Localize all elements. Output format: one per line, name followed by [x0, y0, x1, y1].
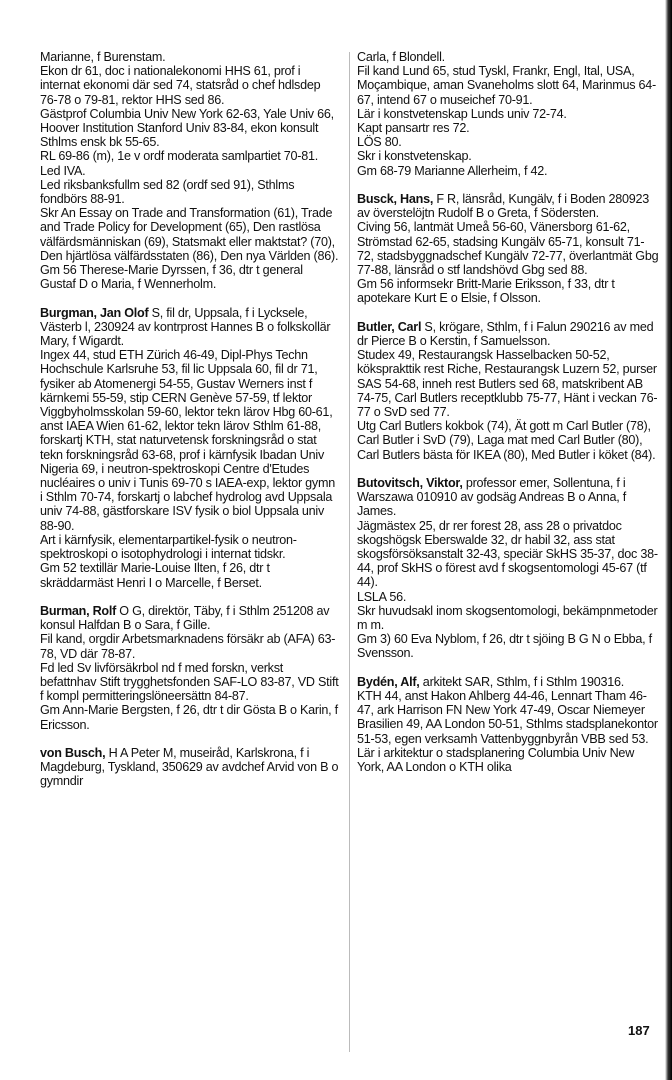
- entry-paragraph: Studex 49, Restaurangsk Hasselbacken 50-52, köksprakttik rest Riche, Restaurangsk Luzern 52, purser SAS 54-68, inneh rest Butlers sed 68, matskribent AB 74-75, Carl Butlers receptklubb 75-77, Hänt i veckan 76-77 o SvD sed 77.: [357, 348, 658, 420]
- biography-entry: [357, 320, 659, 462]
- entry-paragraph: Kapt pansartr res 72.: [357, 121, 470, 136]
- entry-paragraph: Led IVA.: [40, 163, 86, 178]
- entry-name: Butler, Carl: [357, 319, 422, 334]
- entry-paragraph: Gm 56 informsekr Britt-Marie Eriksson, f 33, dtr t apotekare Kurt E o Elsie, f Olsson.: [357, 277, 615, 306]
- entry-paragraph: Gm Ann-Marie Bergsten, f 26, dtr t dir Gösta B o Karin, f Ericsson.: [40, 703, 338, 732]
- entry-intro: professor emer, Sollentuna, f i Warszawa 010910 av godsäg Andreas B o Anna, f James.: [357, 476, 627, 519]
- entry-paragraph: LÖS 80.: [357, 135, 402, 150]
- entry-paragraph: Jägmästex 25, dr rer forest 28, ass 28 o privatdoc skogshögsk Eberswalde 32, dr habil 32, ass stat skogsförsöksanstalt 32-43, speciär SkHS 35-37, doc 38-44, prof SkHS o förest avd f skogsentomologi 45-67 (tf 44).: [357, 518, 658, 590]
- entry-paragraph: RL 69-86 (m), 1e v ordf moderata samlpartiet 70-81.: [40, 149, 318, 164]
- entry-paragraph: Utg Carl Butlers kokbok (74), Ät gott m Carl Butler (78), Carl Butler i SvD (79), Laga mat med Carl Butler (80), Carl Butlers bästa för IKEA (80), Med Butler i köket (84).: [357, 419, 656, 462]
- entry-paragraph: Gm 56 Therese-Marie Dyrssen, f 36, dtr t general Gustaf D o Maria, f Wennerholm.: [40, 263, 303, 292]
- entry-paragraph: Skr An Essay on Trade and Transformation (61), Trade and Trade Policy for Development (65), Den rastlösa välfärdsmänniskan (69), Statsmakt eller maktstat? (70), Den hjärtlösa välfärdsstaten (86), Den nya Världen (86).: [40, 206, 339, 263]
- entry-intro: Marianne, f Burenstam.: [40, 50, 166, 64]
- biography-entry: [357, 50, 659, 178]
- page-edge-shadow: [665, 0, 672, 1080]
- biography-entry: [357, 675, 659, 774]
- entry-name: von Busch,: [40, 745, 106, 760]
- entry-header: [40, 50, 340, 64]
- page-number: 187: [628, 1023, 650, 1038]
- entry-name: Bydén, Alf,: [357, 674, 420, 689]
- right-column: [357, 50, 659, 788]
- entry-name: Busck, Hans,: [357, 192, 434, 207]
- entry-intro: S, krögare, Sthlm, f i Falun 290216 av med dr Pierce B o Kerstin, f Samuelsson.: [357, 319, 654, 349]
- entry-paragraph: Lär i konstvetenskap Lunds univ 72-74.: [357, 106, 567, 121]
- entry-paragraph: Ekon dr 61, doc i nationalekonomi HHS 61, prof i internat ekonomi där sed 74, statsråd o chef hdlsdep 76-78 o 79-81, rektor HHS sed 86.: [40, 64, 321, 107]
- entry-intro: O G, direktör, Täby, f i Sthlm 251208 av konsul Halfdan B o Sara, f Gille.: [40, 603, 330, 633]
- entry-paragraph: Gm 68-79 Marianne Allerheim, f 42.: [357, 163, 548, 178]
- entry-paragraph: Led riksbanksfullm sed 82 (ordf sed 91), Sthlms fondbörs 88-91.: [40, 177, 295, 207]
- entry-paragraph: Gm 3) 60 Eva Nyblom, f 26, dtr t sjöing B G N o Ebba, f Svensson.: [357, 632, 652, 661]
- biography-entry: [357, 192, 659, 306]
- entry-paragraph: Gästprof Columbia Univ New York 62-63, Yale Univ 66, Hoover Institution Stanford Univ 83-84, ekon konsult Sthlms ensk bk 55-65.: [40, 106, 334, 150]
- entry-header: [357, 320, 659, 348]
- entry-intro: S, fil dr, Uppsala, f i Lycksele, Västerb l, 230924 av kontrprost Hannes B o folkskollär Mary, f Wigardt.: [40, 305, 331, 349]
- entry-name: Burman, Rolf: [40, 603, 117, 618]
- left-column: [40, 50, 340, 803]
- entry-paragraph: Fil kand, orgdir Arbetsmarknadens försäkr ab (AFA) 63-78, VD där 78-87.: [40, 632, 336, 661]
- entry-paragraph: Ingex 44, stud ETH Zürich 46-49, Dipl-Phys Techn Hochschule Karlsruhe 53, fil lic Uppsala 60, fil dr 71, fysiker ab Atomenergi 54-55, Gustav Werners inst f kärnkemi 55-59, stip CERN Genève 57-59, tf lektor Viggbyholmsskolan 59-60, lektor tekn lärov Hbg 60-61, anst IAEA Wien 61-62, lektor tekn lärov Sthlm 61-88, forskartj KTH, stat naturvetensk forskningsråd o stat tekn forskningsråd 63-68, prof i kärnfysik Ibadan Univ Nigeria 69, i neutron-spektroskopi Centre d'Etudes nucléaires o univ i Tunis 69-70 s IAEA-exp, lektor gymn i Sthlm 70-74, forskartj o labchef hydrolog avd Uppsala univ 74-88, gästforskare ISV fysik o biol Uppsala univ 88-90.: [40, 348, 335, 533]
- entry-intro: F R, länsråd, Kungälv, f i Boden 280923 av överstelöjtn Rudolf B o Greta, f Södersten.: [357, 192, 649, 221]
- entry-paragraph: LSLA 56.: [357, 589, 407, 604]
- entry-paragraph: Art i kärnfysik, elementarpartikel-fysik o neutron-spektroskopi o isotophydrologi i internat tidskr.: [40, 532, 297, 562]
- entry-header: [40, 746, 340, 789]
- biography-entry: [357, 476, 659, 661]
- entry-paragraph: Fd led Sv livförsäkrbol nd f med forskn, verkst befattnhav Stift trygghetsfonden SAF-LO 83-87, VD Stift f kompl permitteringslöneersättn 84-87.: [40, 660, 339, 704]
- entry-paragraph: KTH 44, anst Hakon Ahlberg 44-46, Lennart Tham 46-47, ark Harrison FN New York 47-49, Oscar Niemeyer Brasilien 49, AA London 50-51, Sthlms stadsplanekontor 51-53, egen verksamh Vattenbyggnbyrån VBB sed 53.: [357, 689, 658, 746]
- entry-header: [40, 306, 340, 349]
- entry-paragraph: Fil kand Lund 65, stud Tyskl, Frankr, Engl, Ital, USA, Moçambique, aman Svaneholms slott 64, Marinmus 64-67, intend 67 o museichef 70-91.: [357, 64, 656, 107]
- biography-entry: [40, 306, 340, 590]
- entry-name: Butovitsch, Viktor,: [357, 476, 463, 491]
- biography-entry: [40, 746, 340, 789]
- entry-paragraph: Skr i konstvetenskap.: [357, 149, 472, 164]
- entry-paragraph: Civing 56, lantmät Umeå 56-60, Vänersborg 61-62, Strömstad 62-65, stadsing Kungälv 65-71, konsult 71-72, stadsbyggnadschef Kungälv 72-77, överlantmät Gbg 77-88, länsråd o stf landshövd Gbg sed 88.: [357, 220, 659, 278]
- entry-intro: Carla, f Blondell.: [357, 50, 445, 64]
- entry-paragraph: Gm 52 textillär Marie-Louise Ilten, f 26, dtr t skräddarmäst Henri I o Marcelle, f Berset.: [40, 561, 270, 590]
- entry-intro: H A Peter M, museiråd, Karlskrona, f i Magdeburg, Tyskland, 350629 av avdchef Arvid von B o gymndir: [40, 745, 339, 789]
- entry-name: Burgman, Jan Olof: [40, 305, 149, 320]
- column-divider: [349, 52, 350, 1052]
- entry-header: [357, 50, 659, 64]
- entry-paragraph: Skr huvudsakl inom skogsentomologi, bekämpnmetoder m m.: [357, 603, 658, 633]
- entry-header: [357, 192, 659, 220]
- entry-header: [357, 476, 659, 519]
- entry-intro: arkitekt SAR, Sthlm, f i Sthlm 190316.: [419, 674, 624, 689]
- entry-paragraph: Lär i arkitektur o stadsplanering Columbia Univ New York, AA London o KTH olika: [357, 745, 635, 775]
- entry-header: [357, 675, 659, 689]
- entry-header: [40, 604, 340, 632]
- biography-entry: [40, 604, 340, 732]
- biography-entry: [40, 50, 340, 291]
